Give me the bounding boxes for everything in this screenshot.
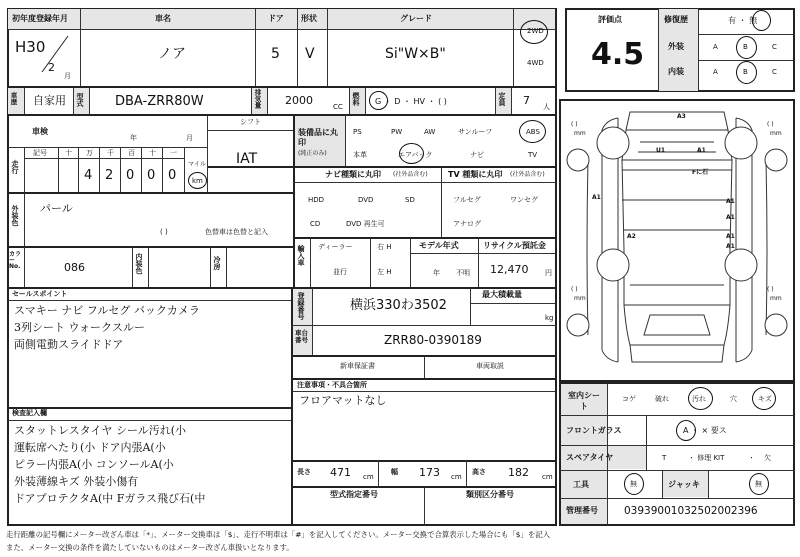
management-label: 管理番号: [566, 506, 598, 515]
interior-sheet-scratch-circle: [752, 387, 776, 410]
mileage-digit: 2: [105, 168, 114, 183]
length: 471: [330, 466, 351, 479]
digit-header-6: 一: [170, 149, 177, 157]
diag-u1: U1: [656, 147, 666, 154]
management-number: 03939001032502002396: [624, 505, 758, 517]
model-year-label: モデル年式: [419, 241, 459, 250]
interior-sheet-scratch: キズ: [758, 395, 772, 403]
interior-sheet-hole: 穴: [730, 395, 737, 403]
equip-airbag-circle: [399, 143, 424, 164]
max-load-label: 最大積載量: [482, 290, 522, 299]
equip-aw: AW: [424, 128, 436, 136]
recycle-label: リサイクル預託金: [483, 241, 546, 250]
import-dealer: ディーラー: [318, 243, 353, 251]
interior-a: A: [713, 68, 718, 76]
repair-options: 有 ・ 無: [728, 16, 758, 25]
width-cm: cm: [451, 473, 462, 481]
inspector-line-4: 外装薄線キズ 外装小傷有: [14, 475, 139, 488]
exterior-label: 外装: [668, 42, 684, 51]
month-unit: 月: [64, 72, 71, 80]
fuel-label: 燃料: [352, 92, 360, 106]
equip-abs-circle: [519, 120, 546, 143]
sales-label: セールスポイント: [12, 290, 68, 298]
shape-label: 形状: [301, 14, 317, 23]
tv-oneseg: ワンセグ: [510, 196, 538, 204]
date-slash: [40, 34, 70, 74]
diag-a1-c: A1: [726, 214, 735, 221]
max-load-kg: kg: [545, 314, 554, 322]
equip-ps: PS: [353, 128, 362, 136]
width: 173: [419, 466, 440, 479]
color-code-label: カラーNo.: [9, 251, 22, 270]
shift: IAT: [236, 151, 258, 167]
diag-a1-e: A1: [726, 233, 735, 240]
nav-label: ナビ種類に丸印: [325, 170, 381, 179]
height: 182: [508, 466, 529, 479]
diag-paren-tr: ( ): [767, 121, 774, 128]
repair-selected-circle: [752, 10, 771, 31]
diag-a1-a: A1: [697, 147, 706, 154]
equip-label: 装備品に丸印: [298, 128, 338, 148]
color-note: 色替車は色替と記入: [205, 228, 268, 236]
height-label: 高さ: [472, 468, 486, 476]
sales-line-3: 両側電動スライドドア: [14, 338, 124, 351]
tools-circle: [624, 473, 644, 495]
color-value: パール: [40, 202, 73, 215]
mileage-label: 走行: [11, 160, 19, 174]
shaken-year-unit: 年: [130, 134, 137, 142]
cc-unit: CC: [333, 103, 343, 111]
model-year-unknown: 不明: [456, 269, 470, 277]
capacity-unit: 人: [543, 103, 550, 111]
shaken-label: 車検: [32, 127, 48, 136]
model-year-unit: 年: [433, 269, 440, 277]
first-reg-era: H30: [15, 38, 46, 56]
tools-value: 無: [630, 480, 637, 488]
first-reg-label: 初年度登録年月: [12, 14, 68, 23]
mileage-digit: 0: [126, 168, 135, 183]
diag-mm-bl: mm: [574, 295, 586, 302]
diag-a3: A3: [677, 113, 686, 120]
digit-header-2: 万: [86, 149, 93, 157]
diag-mm-tl: mm: [574, 130, 586, 137]
car-diagram: [560, 100, 794, 381]
diag-a1-f: A1: [726, 243, 735, 250]
digit-header-4: 百: [128, 149, 135, 157]
equip-navi: ナビ: [470, 151, 484, 159]
km-label: km: [192, 177, 203, 185]
doors: 5: [271, 46, 280, 62]
interior-sheet-dirt-circle: [688, 387, 713, 410]
sales-line-1: スマキー ナビ フルセグ バックカメラ: [14, 304, 200, 317]
equip-abs: ABS: [526, 128, 540, 136]
diag-a1-d: A1: [592, 194, 601, 201]
mile-label: マイル: [188, 161, 206, 168]
equip-sub-label: (純正のみ): [298, 150, 327, 157]
equip-leather: 本革: [353, 151, 367, 159]
drive-2wd-circle: [520, 20, 548, 44]
shape: V: [305, 46, 315, 62]
diag-paren-br: ( ): [767, 286, 774, 293]
inspector-line-2: 運転席へたり(小 ドア内張A(小: [14, 441, 166, 454]
car-name-label: 車名: [155, 14, 171, 23]
equip-sunroof: サンルーフ: [458, 128, 493, 136]
km-circle: [188, 172, 207, 189]
warranty: 新車保証書: [340, 362, 375, 370]
inspector-line-1: スタットレスタイヤ シール汚れ(小: [14, 424, 187, 437]
digit-header-3: 千: [107, 149, 114, 157]
chassis: ZRR80-0390189: [384, 333, 482, 347]
windshield-selected-circle: [676, 420, 696, 441]
door-label: ドア: [268, 14, 284, 23]
reg-label: 登録番号: [297, 292, 305, 320]
first-reg-month: 2: [48, 61, 55, 74]
interior-sheet-label: 室内シート: [568, 391, 600, 412]
recycle-yen: 円: [545, 269, 552, 277]
capacity: 7: [523, 94, 530, 107]
digit-header-0: 記号: [33, 149, 47, 157]
grade: Si"W×B": [385, 46, 446, 62]
reg-plate: 横浜330わ3502: [350, 298, 447, 313]
capacity-label: 定員: [498, 92, 506, 106]
cooler-label: 冷房: [213, 256, 221, 270]
spare-dot: ・: [748, 454, 755, 462]
spare-kit: ・ 修理 KIT: [688, 454, 725, 462]
nav-sd: SD: [405, 196, 415, 204]
chassis-label: 車台番号: [295, 329, 308, 344]
inspector-line-3: ピラー内張A(小 コンソールA(小: [14, 458, 174, 471]
exterior-selected-circle: [736, 36, 757, 59]
length-label: 長さ: [297, 468, 311, 476]
length-cm: cm: [363, 473, 374, 481]
diag-glass-note: Fに石: [692, 169, 709, 176]
digit-header-5: 十: [149, 149, 156, 157]
import-left-h: 左 H: [377, 268, 392, 276]
nav-cd: CD: [310, 220, 321, 228]
inspector-label: 検査記入欄: [12, 409, 47, 417]
shaken-month-unit: 月: [186, 134, 193, 142]
nav-dvd: DVD: [358, 196, 374, 204]
diag-paren-bl: ( ): [571, 286, 578, 293]
car-name: ノア: [158, 46, 186, 62]
equip-tv: TV: [528, 151, 538, 159]
interior-sheet-scorch: コゲ: [622, 395, 636, 403]
class-label: 類別区分番号: [466, 490, 514, 499]
width-label: 幅: [391, 468, 398, 476]
import-label: 輸入車: [297, 245, 305, 266]
tv-sub: (社外品含む): [510, 171, 545, 178]
tv-fullseg: フルセグ: [453, 196, 481, 204]
interior-selected-circle: [736, 61, 757, 84]
interior-sheet-dirt: 汚れ: [692, 395, 706, 403]
color-label: 外装色: [11, 205, 19, 226]
model-label: 型式: [76, 93, 84, 107]
nav-dvd-play: DVD 再生可: [346, 220, 385, 228]
color-code: 086: [64, 261, 85, 274]
footer-line-2: また、メーター交換の条件を満たしていないものはメーター改ざん車扱いとなります。: [6, 543, 294, 552]
import-parallel: 並行: [333, 268, 347, 276]
inspector-line-5: ドアプロテクタA(中 Fガラス飛び石(中: [14, 492, 206, 505]
caution-text: フロアマットなし: [299, 394, 387, 407]
exterior-b: B: [743, 43, 748, 51]
caution-label: 注意事項・不具合箇所: [297, 381, 367, 389]
rating-label: 評価点: [598, 15, 622, 24]
tools-label: 工具: [573, 480, 589, 489]
fuel-selected-circle: [369, 91, 388, 110]
diag-paren-tl: ( ): [571, 121, 578, 128]
mileage-digit: 4: [84, 168, 93, 183]
tv-analog: アナログ: [453, 220, 481, 228]
diag-mm-tr: mm: [770, 130, 782, 137]
jack-circle: [749, 473, 769, 495]
interior-b: B: [743, 68, 748, 76]
usage: 自家用: [33, 94, 66, 107]
type-label: 型式指定番号: [330, 490, 378, 499]
equip-airbag: エアバック: [398, 151, 433, 159]
sales-line-2: 3列シート ウォークスルー: [14, 321, 145, 334]
color-note-paren: ( ): [160, 228, 168, 236]
model: DBA-ZRR80W: [115, 94, 204, 109]
drive-4wd: 4WD: [527, 59, 544, 67]
nav-hdd: HDD: [308, 196, 325, 204]
displacement: 2000: [285, 94, 313, 107]
mileage-digit: 0: [147, 168, 156, 183]
drive-2wd: 2WD: [527, 27, 544, 35]
interior-label: 内装: [668, 67, 684, 76]
digit-header-1: 十: [65, 149, 72, 157]
usage-label: 車歴: [9, 92, 18, 105]
grade-label: グレード: [400, 14, 432, 23]
interior-color-label: 内装色: [135, 253, 143, 274]
spare-missing: 欠: [764, 454, 771, 462]
import-right-h: 右 H: [377, 243, 392, 251]
jack-value: 無: [755, 480, 762, 488]
mileage-digit: 0: [168, 168, 177, 183]
spare-t: T: [662, 454, 667, 462]
diag-mm-br: mm: [770, 295, 782, 302]
windshield-options: A ・ × 要ス: [683, 426, 727, 435]
tv-label: TV 種類に丸印: [448, 170, 503, 179]
manual: 車両取説: [476, 362, 504, 370]
windshield-label: フロントガラス: [566, 426, 622, 435]
fuel-options: G ・ D ・ HV ・ ( ): [375, 97, 447, 106]
shift-label: シフト: [240, 118, 261, 126]
exterior-a: A: [713, 43, 718, 51]
interior-sheet-tear: 破れ: [655, 395, 669, 403]
diag-a2: A2: [627, 233, 636, 240]
nav-sub: (社外品含む): [393, 171, 428, 178]
displacement-label: 排気量: [253, 89, 262, 109]
repair-label: 修復歴: [664, 15, 688, 24]
footer-line-1: 走行距離の記号欄にメーター改ざん車は「*」、メーター交換車は「$」、走行不明車は「#」を記入してください。メーター交換で合算表示した場合にも「$」を記入: [6, 530, 551, 539]
diag-a1-b: A1: [726, 198, 735, 205]
recycle: 12,470: [490, 263, 529, 276]
exterior-c: C: [772, 43, 777, 51]
rating-score: 4.5: [591, 37, 645, 72]
interior-c: C: [772, 68, 777, 76]
equip-pw: PW: [391, 128, 403, 136]
height-cm: cm: [542, 473, 553, 481]
spare-label: スペアタイヤ: [566, 453, 614, 462]
jack-label: ジャッキ: [668, 480, 700, 489]
